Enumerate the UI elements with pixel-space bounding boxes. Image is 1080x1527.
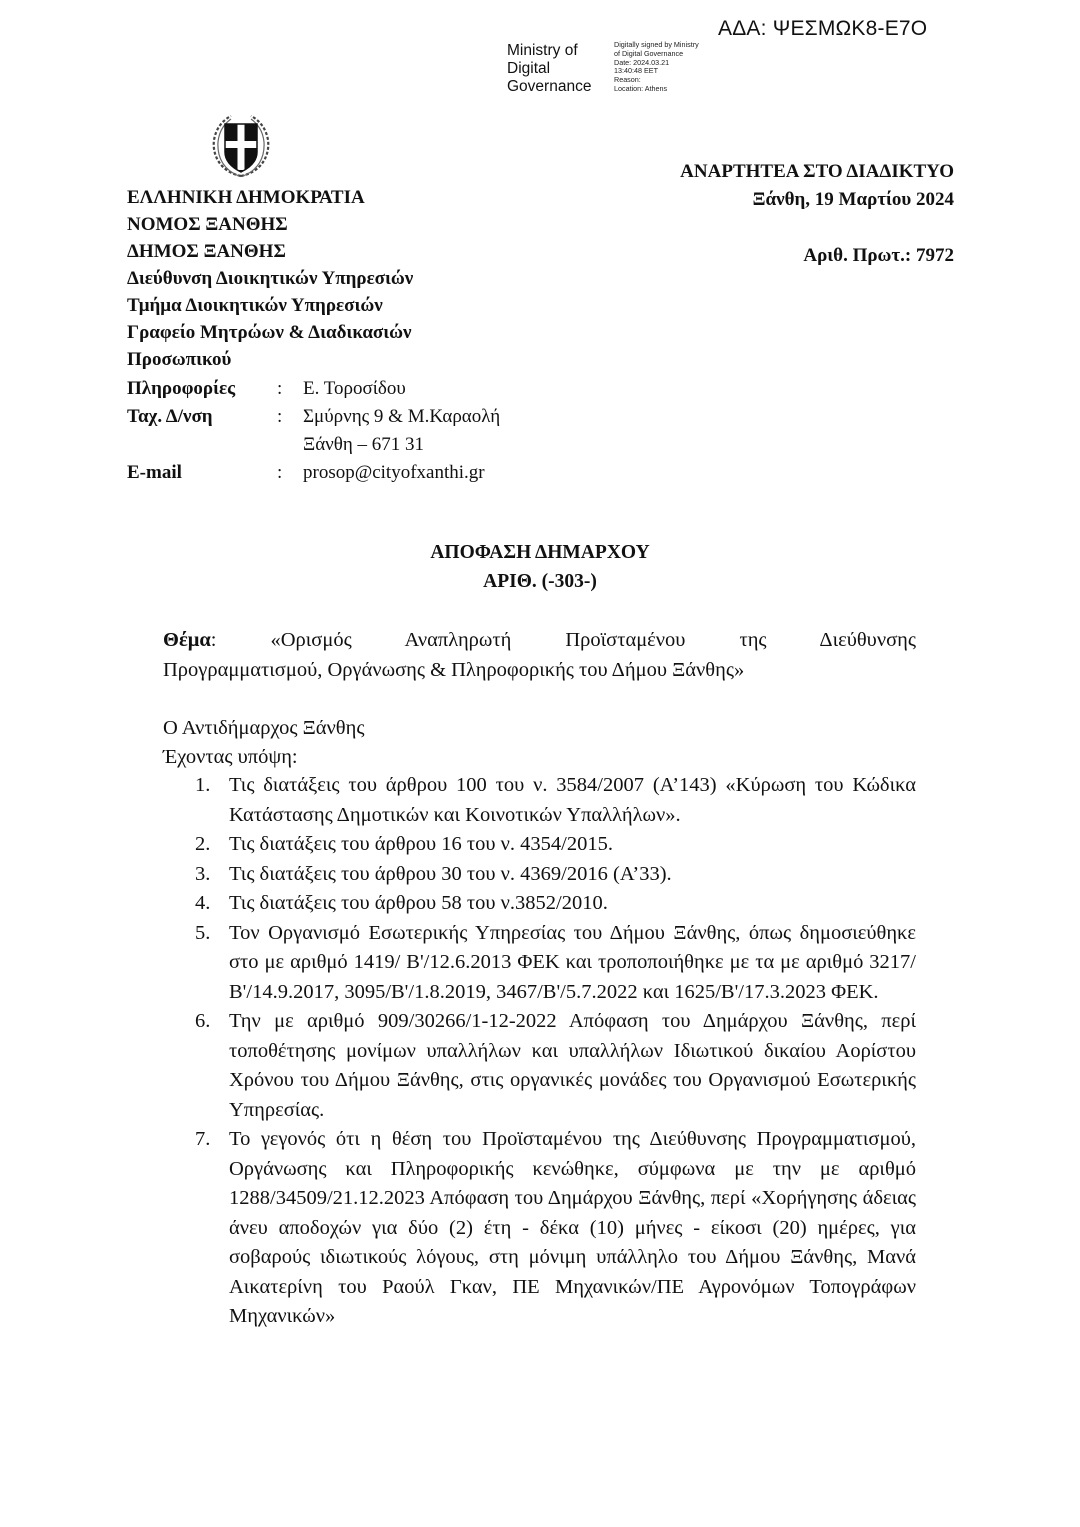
list-item-text: Τις διατάξεις του άρθρου 100 του ν. 3584/2007 (Α’143) «Κύρωση του Κώδικα Κατάστασης Δημοτικών και Κοινοτικών Υπαλλήλων». bbox=[229, 774, 916, 826]
issuer-title: Ο Αντιδήμαρχος Ξάνθης bbox=[163, 717, 365, 739]
contact-colon: : bbox=[277, 406, 283, 427]
contact-row-address bbox=[127, 403, 500, 431]
issuer-municipality: ΔΗΜΟΣ ΞΑΝΘΗΣ bbox=[127, 241, 286, 262]
contact-value: Σμύρνης 9 & Μ.Καραολή bbox=[303, 406, 501, 427]
considering-label: Έχοντας υπόψη: bbox=[163, 746, 298, 768]
contact-value: Ξάνθη – 671 31 bbox=[303, 434, 425, 455]
subject-text-2: Προγραμματισμού, Οργάνωσης & Πληροφορικής του Δήμου Ξάνθης» bbox=[163, 659, 745, 681]
contact-row-info bbox=[127, 375, 500, 403]
list-item bbox=[163, 1125, 916, 1332]
issuer-directorate: Διεύθυνση Διοικητικών Υπηρεσιών bbox=[127, 268, 414, 289]
list-item-text: Το γεγονός ότι η θέση του Προϊσταμένου της Διεύθυνσης Προγραμματισμού, Οργάνωσης και Πληροφορικής κενώθηκε, σύμφωνα με την με αριθμό 1288/34509/21.12.2023 Απόφαση του Δημάρχου Ξάνθης, περί «Χορήγησης άδειας άνευ αποδοχών για δύο (2) έτη - δέκα (10) μήνες - είκοσι (20) ημέρες, για σοβαρούς ιδιωτικούς λόγους, στη μόνιμη υπάλληλο του Δήμου Ξάνθης, Μανά Αικατερίνη του Ραούλ Γκαν, ΠΕ Μηχανικών/ΠΕ Αγρονόμων Τοπογράφων Μηχανικών» bbox=[229, 1128, 916, 1327]
preamble bbox=[163, 714, 364, 772]
list-item-text: Τον Οργανισμό Εσωτερικής Υπηρεσίας του Δήμου Ξάνθης, όπως δημοσιεύθηκε στο με αριθμό 1419/ Β'/12.6.2013 ΦΕΚ και τροποποιήθηκε με τα με αριθμό 3217/Β'/14.9.2017, 3095/Β'/1.8.2019, 3467/Β'/5.7.2022 και 1625/Β'/17.3.2023 ΦΕΚ. bbox=[229, 921, 916, 1003]
considerations-list bbox=[163, 771, 916, 1332]
list-item-text: Τις διατάξεις του άρθρου 30 του ν. 4369/2016 (Α’33). bbox=[229, 862, 672, 885]
list-item-number: 2. bbox=[195, 833, 211, 855]
greek-coat-of-arms-icon bbox=[209, 112, 273, 180]
contact-email-link[interactable]: prosop@cityofxanthi.gr bbox=[303, 462, 485, 483]
issuer-office: Γραφείο Μητρώων & Διαδικασιών bbox=[127, 322, 412, 343]
list-item-number: 4. bbox=[195, 892, 211, 914]
issuer-country: ΕΛΛΗΝΙΚΗ ΔΗΜΟΚΡΑΤΙΑ bbox=[127, 187, 365, 208]
list-item-number: 5. bbox=[195, 921, 211, 944]
place-date: Ξάνθη, 19 Μαρτίου 2024 bbox=[752, 189, 954, 210]
contact-value: Ε. Τοροσίδου bbox=[303, 378, 406, 399]
issuer-prefecture: ΝΟΜΟΣ ΞΑΝΘΗΣ bbox=[127, 214, 288, 235]
list-item bbox=[163, 830, 916, 860]
list-item-number: 6. bbox=[195, 1010, 211, 1032]
signature-detail-line: Reason: bbox=[614, 75, 641, 85]
list-item bbox=[163, 889, 916, 919]
signature-detail-line: Date: 2024.03.21 bbox=[614, 57, 670, 67]
signature-detail-line: 13:40:48 EET bbox=[614, 66, 658, 76]
ada-code: ΑΔΑ: ΨΕΣΜΩΚ8-Ε7Ο bbox=[718, 17, 928, 40]
issuer-department: Τμήμα Διοικητικών Υπηρεσιών bbox=[127, 295, 383, 316]
signature-detail-line: Location: Athens bbox=[614, 83, 668, 93]
decision-title: ΑΠΟΦΑΣΗ ΔΗΜΑΡΧΟΥ bbox=[430, 542, 650, 563]
list-item-number: 3. bbox=[195, 862, 211, 885]
list-item-number: 1. bbox=[195, 774, 211, 796]
subject bbox=[163, 625, 916, 685]
list-item-number: 7. bbox=[195, 1128, 211, 1150]
contact-info bbox=[127, 375, 500, 487]
decision-number: ΑΡΙΘ. (-303-) bbox=[483, 571, 597, 592]
contact-row-email bbox=[127, 459, 500, 487]
decision-heading bbox=[0, 538, 1080, 596]
signature-details bbox=[614, 41, 699, 94]
contact-row-city bbox=[127, 431, 500, 459]
list-item-text: Τις διατάξεις του άρθρου 16 του ν. 4354/2015. bbox=[229, 833, 613, 855]
publish-note: ΑΝΑΡΤΗΤΕΑ ΣΤΟ ΔΙΑΔΙΚΤΥΟ bbox=[680, 161, 954, 182]
contact-label bbox=[127, 431, 277, 459]
document-meta bbox=[680, 158, 954, 270]
signature-name-line: Ministry of bbox=[507, 42, 578, 59]
contact-colon bbox=[277, 431, 303, 459]
protocol-number: Αριθ. Πρωτ.: 7972 bbox=[803, 245, 954, 266]
list-item-text: Την με αριθμό 909/30266/1-12-2022 Απόφαση του Δημάρχου Ξάνθης, περί τοποθέτησης μονίμων υπαλλήλων και υπαλλήλων Ιδιωτικού δικαίου Αορίστου Χρόνου του Δήμου Ξάνθης, στις οργανικές μονάδες του Οργανισμού Εσωτερικής Υπηρεσίας. bbox=[229, 1010, 916, 1121]
list-item bbox=[163, 771, 916, 830]
contact-label: Πληροφορίες bbox=[127, 378, 236, 399]
list-item bbox=[163, 860, 916, 890]
contact-colon: : bbox=[277, 378, 283, 399]
contact-colon: : bbox=[277, 462, 283, 483]
subject-line-1 bbox=[163, 625, 916, 655]
signature-detail-line: of Digital Governance bbox=[614, 48, 684, 58]
list-item-text: Τις διατάξεις του άρθρου 58 του ν.3852/2010. bbox=[229, 892, 608, 914]
contact-label: Ταχ. Δ/νση bbox=[127, 406, 213, 427]
list-item bbox=[163, 919, 916, 1008]
list-item bbox=[163, 1007, 916, 1125]
issuer-header bbox=[127, 184, 413, 373]
signature-name-line: Digital bbox=[507, 60, 551, 77]
issuer-office-cont: Προσωπικού bbox=[127, 349, 232, 370]
subject-label: Θέμα bbox=[163, 629, 211, 651]
signature-signer-name bbox=[507, 42, 591, 96]
signature-name-line: Governance bbox=[507, 78, 592, 95]
subject-text-1: : «Ορισμός Αναπληρωτή Προϊσταμένου της Διεύθυνσης bbox=[210, 629, 916, 651]
signature-detail-line: Digitally signed by Ministry bbox=[614, 40, 699, 49]
contact-label: E-mail bbox=[127, 462, 182, 483]
